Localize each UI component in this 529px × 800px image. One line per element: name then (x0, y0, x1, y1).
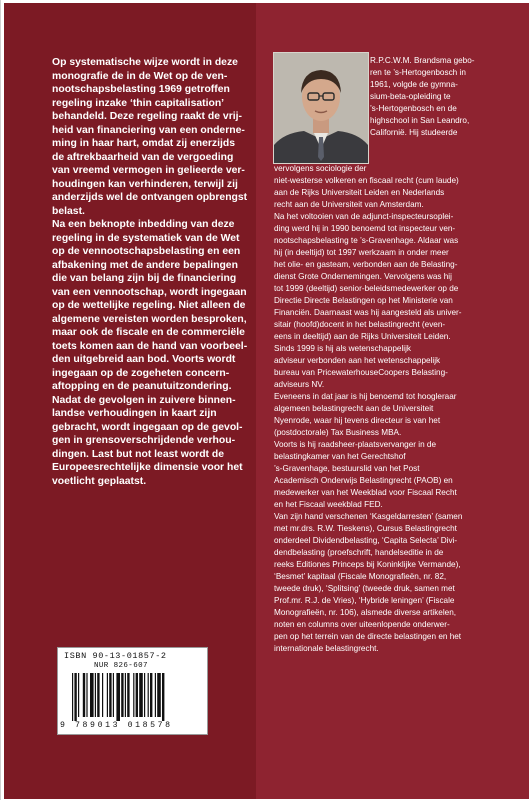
barcode-bar (121, 673, 123, 717)
barcode-bar (97, 673, 99, 717)
barcode-bar (107, 673, 108, 717)
barcode-bar (74, 673, 76, 721)
barcode-bar (125, 673, 126, 717)
barcode-bar (116, 673, 120, 721)
barcode-bar (162, 673, 164, 721)
barcode-bar (133, 673, 134, 717)
barcode-bar (90, 673, 94, 717)
barcode-bar (86, 673, 87, 717)
barcode-bar (144, 673, 145, 717)
barcode-bar (102, 673, 103, 717)
barcode-bar (95, 673, 96, 717)
author-photo (273, 52, 369, 164)
barcode-bar (83, 673, 85, 717)
author-bio-intro: R.P.C.W.M. Brandsma gebo- ren te ’s-Hertogenbosch in 1961, volgde de gymna- sium-beta-opleiding te ’s-Hertogenbosch en de highschool in San Leandro, Californië. Hij studeerde (370, 56, 475, 137)
barcode-bars (72, 673, 196, 721)
barcode-label (57, 647, 208, 735)
barcode-bar (139, 673, 143, 717)
barcode-number: 9 789013 018578 (60, 721, 173, 730)
barcode-bar (78, 673, 79, 717)
barcode-bar (72, 673, 73, 721)
barcode-bar (150, 673, 152, 717)
barcode-bar (157, 673, 161, 717)
barcode-bar (113, 673, 114, 717)
barcode-bar (155, 673, 156, 717)
barcode-bar (109, 673, 111, 717)
isbn-text: ISBN 90-13-01857-2 (64, 651, 167, 661)
barcode-bar (127, 673, 129, 717)
author-bio: vervolgens sociologie der niet-westerse volkeren en fiscaal recht (cum laude) aan de Rijks Universiteit Leiden en Nederlands recht aan de Universiteit van Amsterdam. Na het voltooien van de adjunct-inspecteursoplei- ding werd hij in 1990 benoemd tot inspecteur ven- nootschapsbelasting te ’s-Gravenhage. Aldaar was hij (in deeltijd) tot 1997 werkzaam in onder meer het olie- en gasteam, verbonden aan de Belasting- dienst Grote Ondernemingen. Vervolgens was hij tot 1999 (deeltijd) senior-beleidsmedewerker op de Directie Directe Belastingen op het Ministerie van Financiën. Daarnaast was hij aangesteld als univer- sitair (hoofd)docent in het belastingrecht (even- eens in deeltijd) aan de Rijks Universiteit Leiden. Sinds 1999 is hij als wetenschappelijk adviseur verbonden aan het wetenschappelijk bureau van PricewaterhouseCoopers Belasting- adviseurs NV. Eveneens in dat jaar is hij benoemd tot hoogleraar algemeen belastingrecht aan de Universiteit Nyenrode, waar hij tevens directeur is van het (postdoctorale) Tax Business MBA. Voorts is hij raadsheer-plaatsvervanger in de belastingkamer van het Gerechtshof ’s-Gravenhage, bestuurslid van het Post Academisch Onderwijs Belastingrecht (PAOB) en medewerker van het Weekblad voor Fiscaal Recht en het Fiscaal weekblad FED. Van zijn hand verschenen ‘Kasgeldarresten’ (samen met mr.drs. R.W. Tieskens), Cursus Belastingrecht onderdeel Dividendbelasting, ‘Capita Selecta’ Divi- dendbelasting (proefschrift, handelseditie in de reeks Editiones Princeps bij Koninklijke Vermande), ‘Besmet’ kapitaal (Fiscale Monografieën, nr. 82, tweede druk), ‘Splitsing’ (tweede druk, samen met Prof.mr. R.J. de Vries), ‘Hybride leningen’ (Fiscale Monografieën, nr. 106), alsmede diverse artikelen, noten en columns over uiteenlopende onderwer- pen op het terrein van de directe belastingen en het internationale belastingrecht. (274, 164, 463, 653)
barcode-bar (148, 673, 149, 717)
barcode-bar (136, 673, 138, 717)
book-description: Op systematische wijze wordt in deze monografie de in de Wet op de ven- nootschapsbelasting 1969 getroffen regeling inzake ‘thin capitalisation’ behandeld. Deze regeling raakt de vrij- heid van financiering van een onderne- ming in haar hart, omdat zij enerzijds de aftrekbaarheid van de vergoeding van vreemd vermogen in gelieerde ver- houdingen kan verhinderen, terwijl zij anderzijds wel de ontvangen opbrengst belast. Na een beknopte inbedding van deze regeling in de systematiek van de Wet op de vennootschapsbelasting en een afbakening met de andere bepalingen die van belang zijn bij de financiering van een vennootschap, wordt ingegaan op de wettelijke regeling. Niet alleen de algemene vereisten worden besproken, maar ook de fiscale en de commerciële toets komen aan de hand van voorbeel- den uitgebreid aan bod. Voorts wordt ingegaan op de zogeheten concern- aftopping en de peanutuitzondering. Nadat de gevolgen in zuivere binnen- landse verhoudingen in kaart zijn gebracht, wordt ingegaan op de gevol- gen in grensoverschrijdende verhou- dingen. Last but not least wordt de Europeesrechtelijke dimensie voor het voetlicht geplaatst. (52, 57, 248, 487)
nur-text: NUR 826-607 (94, 662, 148, 670)
